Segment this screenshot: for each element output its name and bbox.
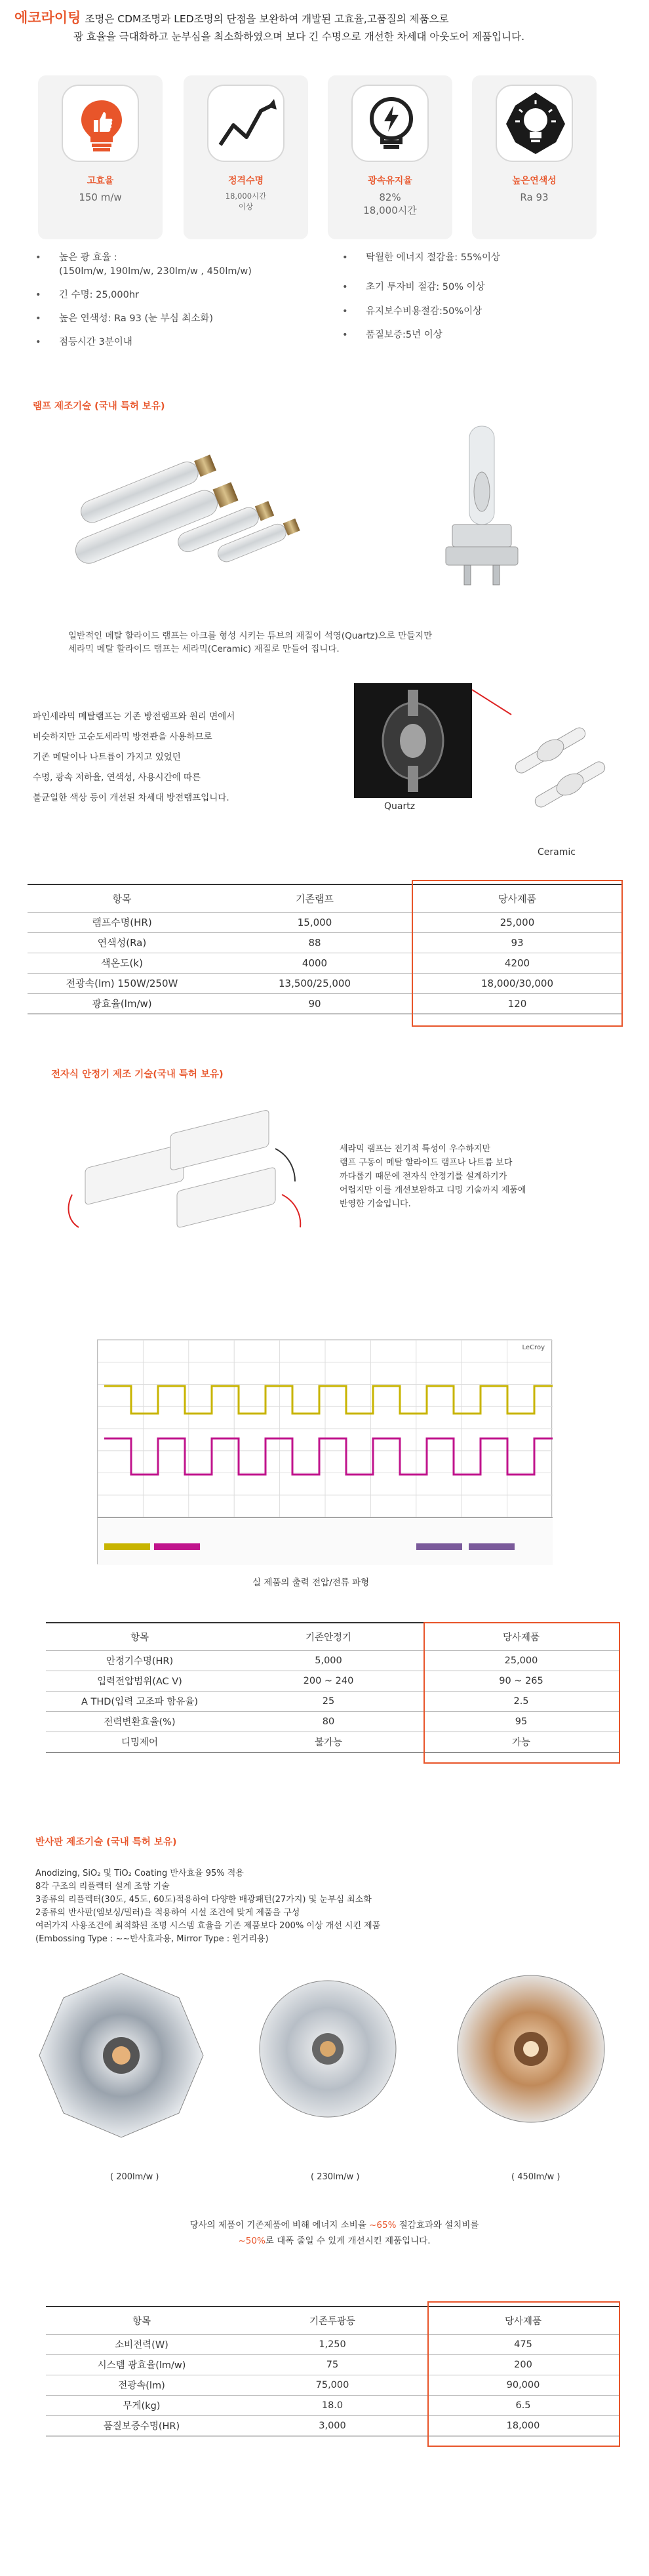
electronic-ballast-photo — [59, 1096, 308, 1260]
table-header: 기존투광등 — [237, 2307, 427, 2334]
table-cell: 120 — [413, 993, 621, 1014]
table-cell: 4200 — [413, 953, 621, 973]
feature-title: 정격수명 — [227, 176, 264, 186]
quartz-tube-photo — [354, 683, 472, 798]
lamp-description — [68, 629, 432, 656]
list-item: • 초기 투자비 절감: 50% 이상 — [342, 281, 618, 294]
table-cell: 90 — [216, 993, 413, 1014]
table-cell: 75,000 — [237, 2375, 427, 2395]
table-header: 기존안정기 — [233, 1623, 423, 1650]
rising-chart-icon — [207, 85, 285, 162]
brand-name: 에코라이팅 — [14, 10, 81, 26]
oscilloscope-waveform — [97, 1339, 552, 1564]
feature-list-left — [35, 251, 311, 359]
feature-value: 150 m/w — [79, 191, 122, 203]
feature-value: 82% 18,000시간 — [363, 191, 417, 216]
reflector-photo-200 — [36, 1970, 206, 2141]
table-header: 당사제품 — [413, 884, 621, 912]
paragraph-line: 불균일한 색상 등이 개선된 차세대 방전램프입니다. — [33, 793, 229, 803]
table-header: 항목 — [46, 1623, 233, 1650]
reflector-summary — [151, 2217, 518, 2249]
table-cell: 93 — [413, 932, 621, 953]
table-cell: 75 — [237, 2354, 427, 2375]
table-cell: 18,000/30,000 — [413, 973, 621, 993]
paragraph-line: Anodizing, SiO₂ 및 TiO₂ Coating 반사효율 95% 적용 — [35, 1869, 244, 1878]
reflector-photo-450 — [452, 1970, 610, 2128]
table-cell: 안정기수명(HR) — [46, 1650, 233, 1671]
table-cell: 무게(kg) — [46, 2395, 237, 2415]
reflector-label-230: ( 230lm/w ) — [311, 2172, 360, 2182]
scope-brand-label: LeCroy — [522, 1344, 545, 1351]
table-header: 당사제품 — [423, 1623, 619, 1650]
table-header: 당사제품 — [427, 2307, 619, 2334]
table-cell: 90,000 — [427, 2375, 619, 2395]
single-lamp-photo — [426, 420, 538, 590]
table-cell: 소비전력(W) — [46, 2334, 237, 2354]
intro-header — [14, 9, 637, 46]
ceramic-tube-photo — [498, 708, 629, 839]
list-item: • 유지보수비용절감:50%이상 — [342, 305, 618, 319]
paragraph-line: 여러가지 사용조건에 최적화된 조명 시스템 효율을 기존 제품보다 200% 이상 개선 시킨 제품 — [35, 1921, 381, 1931]
table-cell: 200 — [427, 2354, 619, 2375]
paragraph-line: 8각 구조의 리플렉터 설계 조합 기술 — [35, 1882, 170, 1892]
table-cell: 램프수명(HR) — [28, 912, 216, 932]
paragraph-line: 2종류의 반사판(엠보싱/밀러)을 적용하여 시설 조건에 맞게 제품을 구성 — [35, 1908, 300, 1918]
feature-card-efficiency — [38, 75, 163, 239]
table-cell: 품질보증수명(HR) — [46, 2415, 237, 2436]
feature-card-color-rendering — [472, 75, 597, 239]
table-cell: 90 ~ 265 — [423, 1671, 619, 1691]
intro-line-1: 조명은 CDM조명과 LED조명의 단점을 보완하여 개발된 고효율,고품질의 제품으로 — [85, 13, 449, 25]
paragraph-line: (Embossing Type : ~~반사효과용, Mirror Type : 원거리용) — [35, 1934, 269, 1944]
paragraph-line: 3종류의 리플렉터(30도, 45도, 60도)적용하여 다양한 배광패턴(27가지) 및 눈부심 최소화 — [35, 1895, 372, 1905]
lamp-description-line: 세라믹 메탈 할라이드 램프는 세라믹(Ceramic) 재질로 만들어 집니다. — [68, 644, 340, 654]
summary-highlight: ~50% — [238, 2236, 266, 2246]
table-cell: 디밍제어 — [46, 1732, 233, 1752]
paragraph-line: 비슷하지만 고순도세라믹 방전관을 사용하므로 — [33, 732, 212, 742]
ballast-paragraph — [340, 1142, 526, 1211]
table-cell: 전력변환효율(%) — [46, 1711, 233, 1732]
list-item: • 품질보증:5년 이상 — [342, 328, 618, 342]
paragraph-line: 까다롭기 때문에 전자식 안정기를 설계하기가 — [340, 1172, 507, 1181]
table-cell: 15,000 — [216, 912, 413, 932]
table-header: 항목 — [28, 884, 216, 912]
table-cell: 색온도(k) — [28, 953, 216, 973]
reflector-photo-230 — [256, 1977, 400, 2121]
paragraph-line: 반영한 기술입니다. — [340, 1199, 411, 1209]
ceramic-lamp-paragraph — [33, 707, 235, 808]
feature-card-lifespan — [184, 75, 308, 239]
table-cell: 전광속(lm) — [46, 2375, 237, 2395]
scope-caption: 실 제품의 출력 전압/전류 파형 — [252, 1577, 370, 1588]
glowing-bulb-icon — [496, 85, 573, 162]
feature-value: Ra 93 — [520, 191, 549, 203]
feature-title: 광속유지율 — [368, 176, 412, 186]
reflector-label-450: ( 450lm/w ) — [511, 2172, 560, 2182]
table-cell: 25,000 — [413, 912, 621, 932]
list-item: • 높은 광 효율 : (150lm/w, 190lm/w, 230lm/w , 450lm/w) — [35, 251, 311, 279]
reflector-paragraph — [35, 1867, 380, 1946]
ceramic-lamps-photo — [52, 426, 315, 584]
feature-list-right — [342, 251, 618, 352]
table-cell: 13,500/25,000 — [216, 973, 413, 993]
paragraph-line: 세라믹 램프는 전기적 특성이 우수하지만 — [340, 1144, 491, 1154]
highlight-our-product-column — [412, 880, 623, 1027]
summary-text: 로 대폭 줄일 수 있게 개선시킨 제품입니다. — [265, 2236, 431, 2246]
table-cell: 95 — [423, 1711, 619, 1732]
feature-card-lumen-maintenance — [328, 75, 452, 239]
table-cell: 연색성(Ra) — [28, 932, 216, 953]
table-cell: 전광속(lm) 150W/250W — [28, 973, 216, 993]
ceramic-label: Ceramic — [538, 847, 576, 858]
table-header: 기존램프 — [216, 884, 413, 912]
table-cell: 80 — [233, 1711, 423, 1732]
highlight-our-product-column — [423, 1622, 620, 1764]
table-cell: 가능 — [423, 1732, 619, 1752]
intro-line-2: 광 효율을 극대화하고 눈부심을 최소화하였으며 보다 긴 수명으로 개선한 차세대 아웃도어 제품입니다. — [73, 31, 524, 43]
table-cell: 2.5 — [423, 1691, 619, 1711]
feature-title: 고효율 — [87, 176, 114, 186]
table-cell: 25 — [233, 1691, 423, 1711]
paragraph-line: 수명, 광속 저하율, 연색성, 사용시간에 따른 — [33, 772, 201, 783]
table-cell: 3,000 — [237, 2415, 427, 2436]
table-cell: 시스템 광효율(lm/w) — [46, 2354, 237, 2375]
lamp-description-line: 일반적인 메탈 할라이드 램프는 아크를 형성 시키는 튜브의 재질이 석영(Quartz)으로 만들지만 — [68, 631, 433, 641]
feature-value: 18,000시간 이상 — [225, 191, 267, 211]
thumbs-up-bulb-icon — [62, 85, 139, 162]
table-cell: 88 — [216, 932, 413, 953]
summary-text: 절감효과와 설치비를 — [396, 2220, 479, 2230]
list-item: • 점등시간 3분이내 — [35, 336, 311, 349]
section-title-reflector: 반사판 제조기술 (국내 특허 보유) — [35, 1837, 177, 1848]
table-cell: 4000 — [216, 953, 413, 973]
table-cell: 200 ~ 240 — [233, 1671, 423, 1691]
list-item: • 긴 수명: 25,000hr — [35, 288, 311, 302]
quartz-label: Quartz — [384, 801, 416, 812]
lightning-bulb-icon — [351, 85, 429, 162]
section-title-lamp: 램프 제조기술 (국내 특허 보유) — [33, 401, 165, 412]
table-cell: 475 — [427, 2334, 619, 2354]
table-cell: 입력전압범위(AC V) — [46, 1671, 233, 1691]
paragraph-line: 기존 메탈이나 나트륨이 가지고 있었던 — [33, 752, 181, 763]
summary-highlight: ~65% — [369, 2220, 397, 2230]
feature-title: 높은연색성 — [512, 176, 557, 186]
list-item: • 높은 연색성: Ra 93 (눈 부심 최소화) — [35, 312, 311, 326]
table-cell: A THD(입력 고조파 함유율) — [46, 1691, 233, 1711]
section-title-ballast: 전자식 안정기 제조 기술(국내 특허 보유) — [51, 1069, 224, 1080]
table-cell: 6.5 — [427, 2395, 619, 2415]
table-cell: 5,000 — [233, 1650, 423, 1671]
table-cell: 불가능 — [233, 1732, 423, 1752]
paragraph-line: 램프 구동이 메탈 할라이드 램프나 나트륨 보다 — [340, 1158, 513, 1168]
table-cell: 25,000 — [423, 1650, 619, 1671]
table-cell: 광효율(lm/w) — [28, 993, 216, 1014]
table-header: 항목 — [46, 2307, 237, 2334]
table-cell: 18,000 — [427, 2415, 619, 2436]
reflector-label-200: ( 200lm/w ) — [110, 2172, 159, 2182]
summary-text: 당사의 제품이 기존제품에 비해 에너지 소비율 — [189, 2220, 370, 2230]
table-cell: 18.0 — [237, 2395, 427, 2415]
table-cell: 1,250 — [237, 2334, 427, 2354]
paragraph-line: 어렵지만 이를 개선보완하고 디밍 기술까지 제품에 — [340, 1185, 526, 1195]
list-item: • 탁월한 에너지 절감율: 55%이상 — [342, 251, 618, 265]
paragraph-line: 파인세라믹 메탈램프는 기존 방전램프와 원리 면에서 — [33, 711, 235, 722]
highlight-our-product-column — [427, 2301, 620, 2447]
